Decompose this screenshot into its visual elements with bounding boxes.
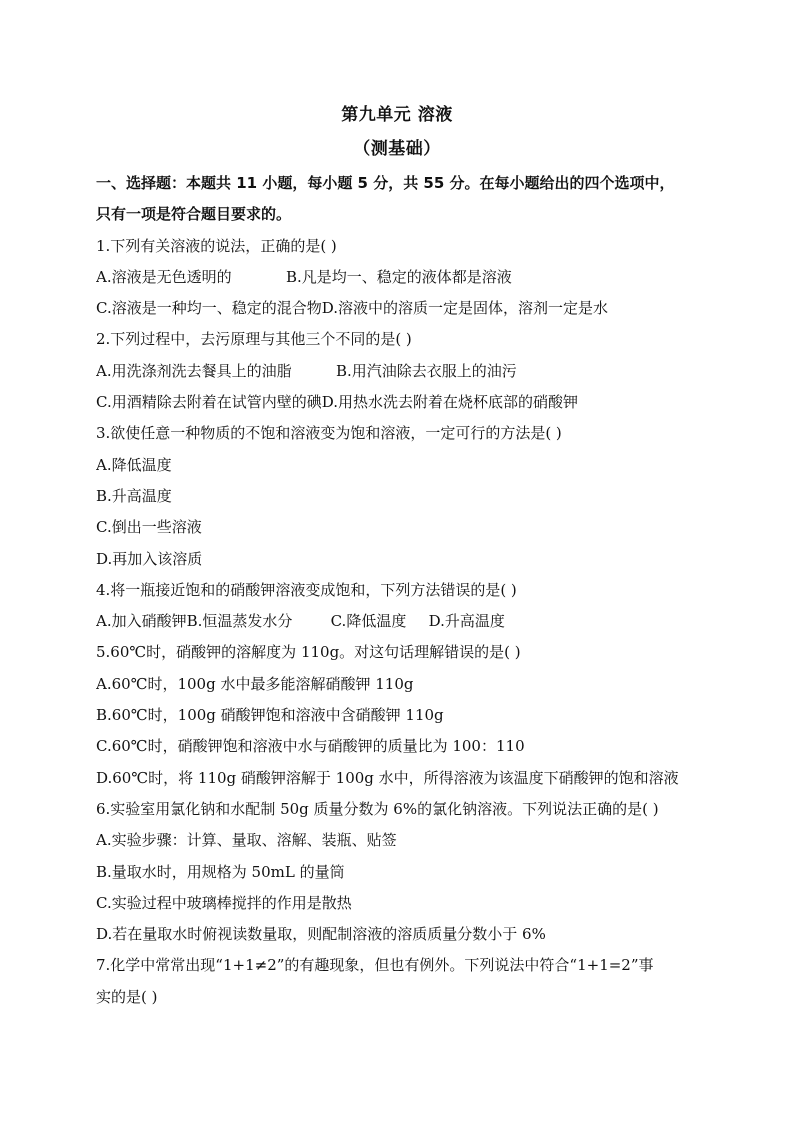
question-2-options-row-1 (96, 356, 700, 387)
question-6-option-c: C.实验过程中玻璃棒搅拌的作用是散热 (96, 893, 352, 912)
question-1-stem: 1.下列有关溶液的说法，正确的是( ) (96, 236, 337, 255)
question-4-option-b: B.恒温蒸发水分 (186, 612, 293, 631)
question-7-stem-line-2: 实的是( ) (96, 987, 158, 1006)
section-instructions-line-2: 只有一项是符合题目要求的。 (96, 205, 292, 224)
question-5-option-b: B.60℃时，100g 硝酸钾饱和溶液中含硝酸钾 110g (96, 706, 444, 725)
question-5-stem: 5.60℃时，硝酸钾的溶解度为 110g。对这句话理解错误的是( ) (96, 643, 521, 662)
question-3-option-d: D.再加入该溶质 (96, 549, 203, 568)
question-4-stem: 4.将一瓶接近饱和的硝酸钾溶液变成饱和，下列方法错误的是( ) (96, 580, 517, 599)
question-6-option-b: B.量取水时，用规格为 50mL 的量筒 (96, 862, 345, 881)
question-6-stem: 6.实验室用氯化钠和水配制 50g 质量分数为 6%的氯化钠溶液。下列说法正确的是( ) (96, 799, 659, 818)
question-3-option-b: B.升高温度 (96, 486, 172, 505)
question-4-option-c: C.降低温度 (330, 612, 407, 631)
question-6-option-a: A.实验步骤：计算、量取、溶解、装瓶、贴签 (96, 831, 397, 850)
question-1-options-row-1 (96, 262, 700, 293)
question-2-options-row-2 (96, 387, 700, 418)
question-5-option-c: C.60℃时，硝酸钾饱和溶液中水与硝酸钾的质量比为 100：110 (96, 737, 525, 756)
question-1-option-d: D.溶液中的溶质一定是固体，溶剂一定是水 (321, 299, 608, 318)
question-1-option-b: B.凡是均一、稳定的液体都是溶液 (286, 267, 512, 286)
question-7-stem-line-1: 7.化学中常常出现“1+1≠2”的有趣现象，但也有例外。下列说法中符合“1+1=2”事 (96, 956, 654, 975)
question-6-option-d: D.若在量取水时俯视读数量取，则配制溶液的溶质质量分数小于 6% (96, 925, 546, 944)
question-4-option-d: D.升高温度 (428, 612, 505, 631)
question-1-option-c: C.溶液是一种均一、稳定的混合物 (96, 299, 322, 318)
document-subtitle: （测基础） (353, 139, 441, 159)
question-5-option-d: D.60℃时，将 110g 硝酸钾溶解于 100g 水中，所得溶液为该温度下硝酸钾的饱和溶液 (96, 768, 679, 787)
question-3-option-c: C.倒出一些溶液 (96, 518, 202, 537)
question-4-option-a: A.加入硝酸钾 (96, 612, 187, 631)
document-title: 第九单元 溶液 (341, 105, 453, 125)
question-2-option-b: B.用汽油除去衣服上的油污 (336, 361, 517, 380)
question-4-options-row (96, 606, 700, 637)
question-5-option-a: A.60℃时，100g 水中最多能溶解硝酸钾 110g (96, 674, 414, 693)
question-2-option-d: D.用热水洗去附着在烧杯底部的硝酸钾 (321, 393, 578, 412)
question-1-options-row-2 (96, 293, 700, 324)
document-body (96, 168, 700, 1013)
question-1-option-a: A.溶液是无色透明的 (96, 267, 232, 286)
question-2-stem: 2.下列过程中，去污原理与其他三个不同的是( ) (96, 330, 412, 349)
question-2-option-a: A.用洗涤剂洗去餐具上的油脂 (96, 361, 292, 380)
section-instructions-line-1: 一、选择题：本题共 11 小题，每小题 5 分，共 55 分。在每小题给出的四个选项中， (96, 174, 675, 192)
question-3-stem: 3.欲使任意一种物质的不饱和溶液变为饱和溶液，一定可行的方法是( ) (96, 424, 562, 443)
question-3-option-a: A.降低温度 (96, 455, 172, 474)
question-2-option-c: C.用酒精除去附着在试管内壁的碘 (96, 393, 322, 412)
